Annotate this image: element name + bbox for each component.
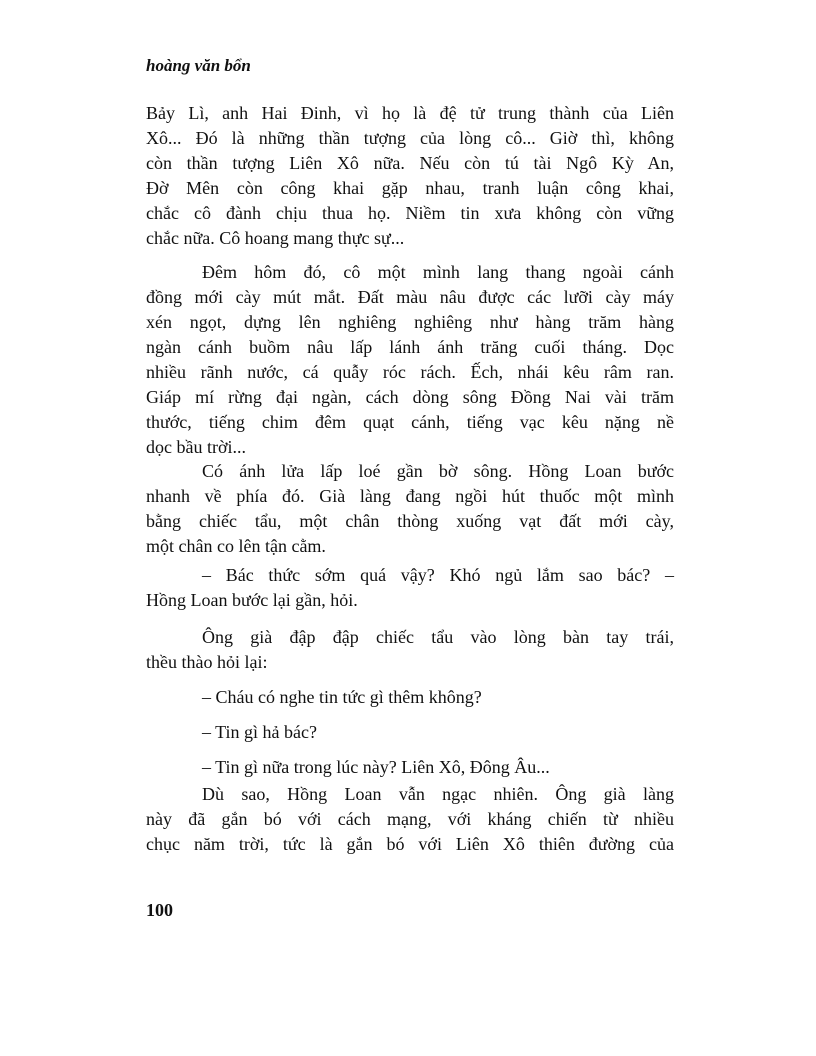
text-line: Xô... Đó là những thần tượng của lòng cô... Giờ thì, không xyxy=(146,128,674,148)
text-line: – Tin gì hả bác? xyxy=(202,722,317,742)
paragraph xyxy=(146,459,674,559)
text-line: chục năm trời, tức là gắn bó với Liên Xô thiên đường của xyxy=(146,834,674,854)
text-line: dọc bầu trời... xyxy=(146,437,246,457)
text-line: thước, tiếng chim đêm quạt cánh, tiếng vạc kêu nặng nề xyxy=(146,412,674,432)
text-line: Giáp mí rừng đại ngàn, cách dòng sông Đồng Nai vài trăm xyxy=(146,387,674,407)
dialogue-paragraph xyxy=(146,755,674,780)
text-line: đồng mới cày mút mắt. Đất màu nâu được các lưỡi cày máy xyxy=(146,287,674,307)
paragraph xyxy=(146,625,674,675)
text-line: còn thần tượng Liên Xô nữa. Nếu còn tú tài Ngô Kỳ An, xyxy=(146,153,674,173)
text-line: nhanh về phía đó. Già làng đang ngồi hút thuốc một mình xyxy=(146,486,674,506)
dialogue-paragraph xyxy=(146,563,674,613)
text-line: thều thào hỏi lại: xyxy=(146,652,268,672)
text-line: – Cháu có nghe tin tức gì thêm không? xyxy=(202,687,482,707)
text-line: Bảy Lì, anh Hai Đinh, vì họ là đệ tử trung thành của Liên xyxy=(146,103,674,123)
text-line: – Tin gì nữa trong lúc này? Liên Xô, Đông Âu... xyxy=(202,757,550,777)
text-line: nhiều rãnh nước, cá quẫy róc rách. Ếch, nhái kêu râm ran. xyxy=(146,362,674,382)
text-line: ngàn cánh buồm nâu lấp lánh ánh trăng cuối tháng. Dọc xyxy=(146,337,674,357)
text-line: một chân co lên tận cằm. xyxy=(146,536,326,556)
text-line: Đêm hôm đó, cô một mình lang thang ngoài cánh xyxy=(202,262,674,282)
text-line: xén ngọt, dựng lên nghiêng nghiêng như hàng trăm hàng xyxy=(146,312,674,332)
paragraph xyxy=(146,101,674,251)
paragraph xyxy=(146,782,674,857)
text-line: chắc nữa. Cô hoang mang thực sự... xyxy=(146,228,405,248)
running-header: hoàng văn bổn xyxy=(146,56,251,75)
paragraph xyxy=(146,260,674,460)
text-line: – Bác thức sớm quá vậy? Khó ngủ lắm sao bác? – xyxy=(202,565,674,585)
text-line: Có ánh lửa lấp loé gần bờ sông. Hồng Loan bước xyxy=(202,461,674,481)
text-line: chắc cô đành chịu thua họ. Niềm tin xưa không còn vững xyxy=(146,203,674,223)
dialogue-paragraph xyxy=(146,685,674,710)
text-line: Đờ Mên còn công khai gặp nhau, tranh luận công khai, xyxy=(146,178,674,198)
text-line: bằng chiếc tẩu, một chân thòng xuống vạt đất mới cày, xyxy=(146,511,674,531)
page-number: 100 xyxy=(146,900,173,920)
text-line: Ông già đập đập chiếc tẩu vào lòng bàn tay trái, xyxy=(202,627,674,647)
text-line: Hồng Loan bước lại gần, hỏi. xyxy=(146,590,358,610)
text-line: này đã gắn bó với cách mạng, với kháng chiến từ nhiều xyxy=(146,809,674,829)
text-line: Dù sao, Hồng Loan vẫn ngạc nhiên. Ông già làng xyxy=(202,784,674,804)
dialogue-paragraph xyxy=(146,720,674,745)
